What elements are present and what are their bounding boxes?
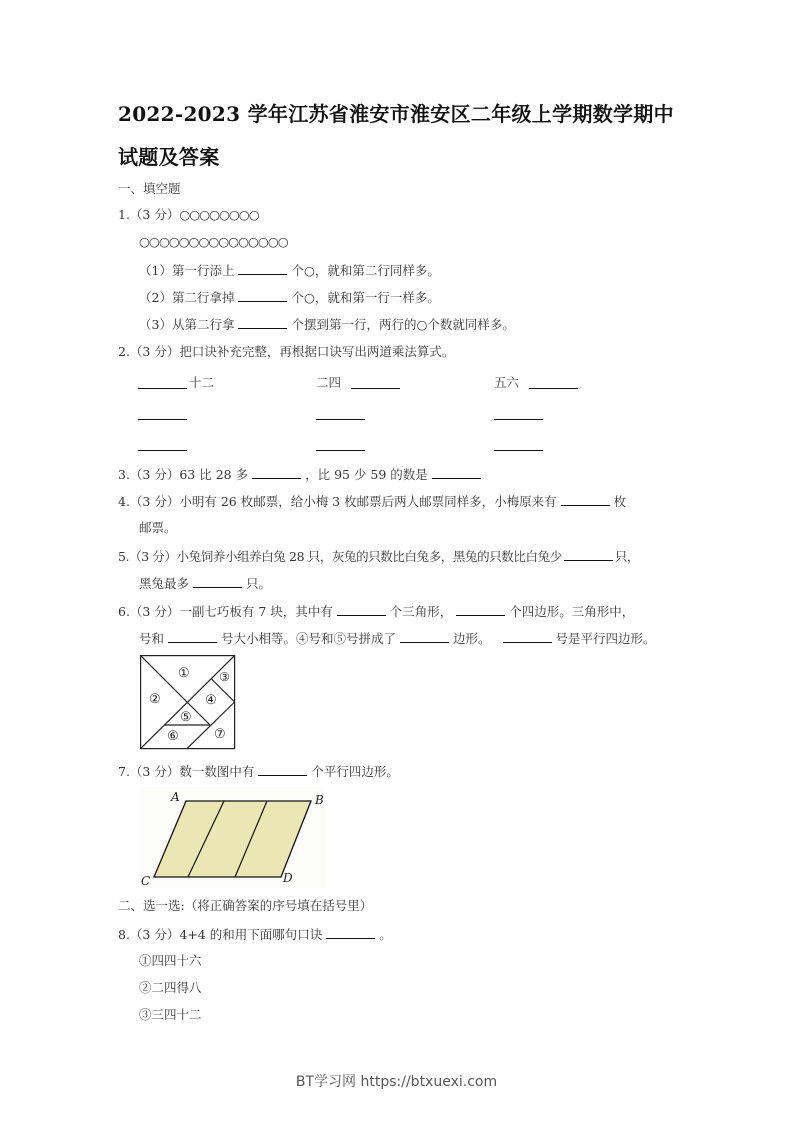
answer-blank[interactable]	[503, 630, 552, 643]
answer-blank[interactable]	[432, 466, 481, 479]
answer-blank-q2-col3-row3[interactable]	[494, 450, 543, 451]
question-1-circles-row1: ○○○○○○○○	[179, 207, 259, 222]
q5-text-after: 只，	[614, 549, 640, 564]
q4-text: 4.（3 分）小明有 26 枚邮票，给小梅 3 枚邮票后两人邮票同样多，小梅原来有	[118, 494, 557, 509]
answer-blank[interactable]	[193, 575, 242, 588]
question-4	[118, 493, 626, 510]
sub3-text-after: 个摆到第一行，两行的○个数就同样多。	[291, 317, 515, 332]
tangram-label-3: ③	[219, 670, 230, 684]
question-5	[118, 548, 639, 565]
sub1-text: （1）第一行添上	[139, 263, 235, 278]
vertex-label-c: C	[141, 874, 151, 888]
q8-text-after: 。	[379, 927, 392, 942]
document-title-line2: 试题及答案	[118, 145, 220, 169]
answer-blank-q2-col2-row3[interactable]	[316, 450, 365, 451]
q2-col1-suffix: 十二	[189, 375, 215, 390]
tangram-label-4: ④	[205, 693, 217, 708]
sub3-text: （3）从第二行拿	[139, 317, 235, 332]
answer-blank-q2-col2-row2[interactable]	[316, 419, 365, 420]
q5-line2-text-after: 只。	[246, 576, 272, 591]
tangram-label-6: ⑥	[167, 729, 179, 744]
question-1-sub-1	[139, 262, 440, 279]
answer-blank-q2-col1-row3[interactable]	[138, 450, 187, 451]
q6-text: 6.（3 分）一副七巧板有 7 块，其中有	[118, 604, 333, 619]
answer-blank[interactable]	[561, 493, 610, 506]
q6-text-mid1: 个三角形，	[389, 604, 453, 619]
question-1-circles-row2: ○○○○○○○○○○○○○○○	[139, 234, 288, 249]
answer-blank[interactable]	[326, 926, 375, 939]
q5-text: 5.（3 分）小兔饲养小组养白兔 28 只，灰兔的只数比白兔多，黑兔的只数比白兔少	[118, 549, 562, 564]
q8-option-2[interactable]: ②二四得八	[139, 980, 202, 995]
q4-text-after: 枚	[613, 494, 627, 509]
answer-blank[interactable]	[238, 289, 287, 302]
answer-blank[interactable]	[258, 763, 307, 776]
q6-text-mid2: 个四边形。三角形中，	[509, 604, 635, 619]
answer-blank-q2-col2-row1[interactable]	[351, 388, 400, 389]
vertex-label-b: B	[315, 793, 324, 807]
question-4-line2: 邮票。	[139, 520, 177, 535]
question-7	[118, 763, 399, 780]
answer-blank-q2-col1-row2[interactable]	[138, 419, 187, 420]
parallelogram-figure	[140, 787, 326, 888]
q2-col2-prefix: 二四	[316, 375, 342, 390]
document-title-line1: 2022-2023 学年江苏省淮安市淮安区二年级上学期数学期中	[118, 102, 674, 126]
answer-blank[interactable]	[564, 548, 613, 561]
answer-blank-q2-col3-row2[interactable]	[494, 419, 543, 420]
question-2-text: 2.（3 分）把口诀补充完整，再根据口诀写出两道乘法算式。	[118, 344, 455, 359]
question-1-prefix: 1.（3 分）	[118, 207, 180, 222]
tangram-label-2: ②	[149, 692, 161, 707]
q3-text-mid: ，比 95 少 59 的数是	[305, 467, 428, 482]
question-8	[118, 926, 392, 943]
vertex-label-a: A	[171, 790, 180, 804]
q6-line2-a: 号和	[139, 631, 165, 646]
answer-blank-q2-col3-row1[interactable]	[529, 388, 578, 389]
q8-text: 8.（3 分）4+4 的和用下面哪句口诀	[118, 927, 323, 942]
footer-watermark: BT学习网 https://btxuexi.com	[295, 1074, 498, 1090]
q5-line2-text: 黑兔最多	[139, 576, 190, 591]
q3-text: 3.（3 分）63 比 28 多	[118, 467, 249, 482]
answer-blank[interactable]	[238, 316, 287, 329]
q8-option-1[interactable]: ①四四十六	[139, 953, 202, 968]
question-1-header	[118, 207, 259, 223]
vertex-label-d: D	[283, 871, 293, 885]
sub2-text-after: 个○，就和第一行一样多。	[291, 290, 440, 305]
question-5-line2	[139, 575, 271, 592]
sub2-text: （2）第二行拿掉	[139, 290, 235, 305]
answer-blank[interactable]	[456, 603, 505, 616]
tangram-label-1: ①	[178, 666, 190, 681]
sub1-text-after: 个○，就和第二行同样多。	[291, 263, 440, 278]
q7-text-after: 个平行四边形。	[311, 764, 399, 779]
section-heading-fill-blank: 一、填空题	[118, 181, 181, 196]
answer-blank[interactable]	[400, 630, 449, 643]
tangram-label-5: ⑤	[180, 710, 192, 725]
answer-blank[interactable]	[337, 603, 386, 616]
question-6	[118, 603, 634, 620]
answer-blank[interactable]	[252, 466, 301, 479]
answer-blank[interactable]	[238, 262, 287, 275]
answer-blank-q2-col1-row1[interactable]	[138, 388, 187, 389]
tangram-label-7: ⑦	[214, 727, 226, 742]
q6-line2-b: 号大小相等。④号和⑤号拼成了	[221, 631, 397, 646]
q2-col3-prefix: 五六	[494, 375, 520, 390]
q6-line2-d: 号是平行四边形。	[555, 631, 656, 646]
q8-option-3[interactable]: ③三四十二	[139, 1007, 202, 1022]
q6-line2-c: 边形。	[453, 631, 491, 646]
answer-blank[interactable]	[168, 630, 217, 643]
section-heading-choose: 二、选一选:（将正确答案的序号填在括号里）	[118, 898, 373, 913]
question-3	[118, 466, 485, 483]
question-1-sub-2	[139, 289, 440, 306]
q7-text: 7.（3 分）数一数图中有	[118, 764, 255, 779]
question-6-line2	[139, 630, 656, 647]
question-1-sub-3	[139, 316, 515, 333]
